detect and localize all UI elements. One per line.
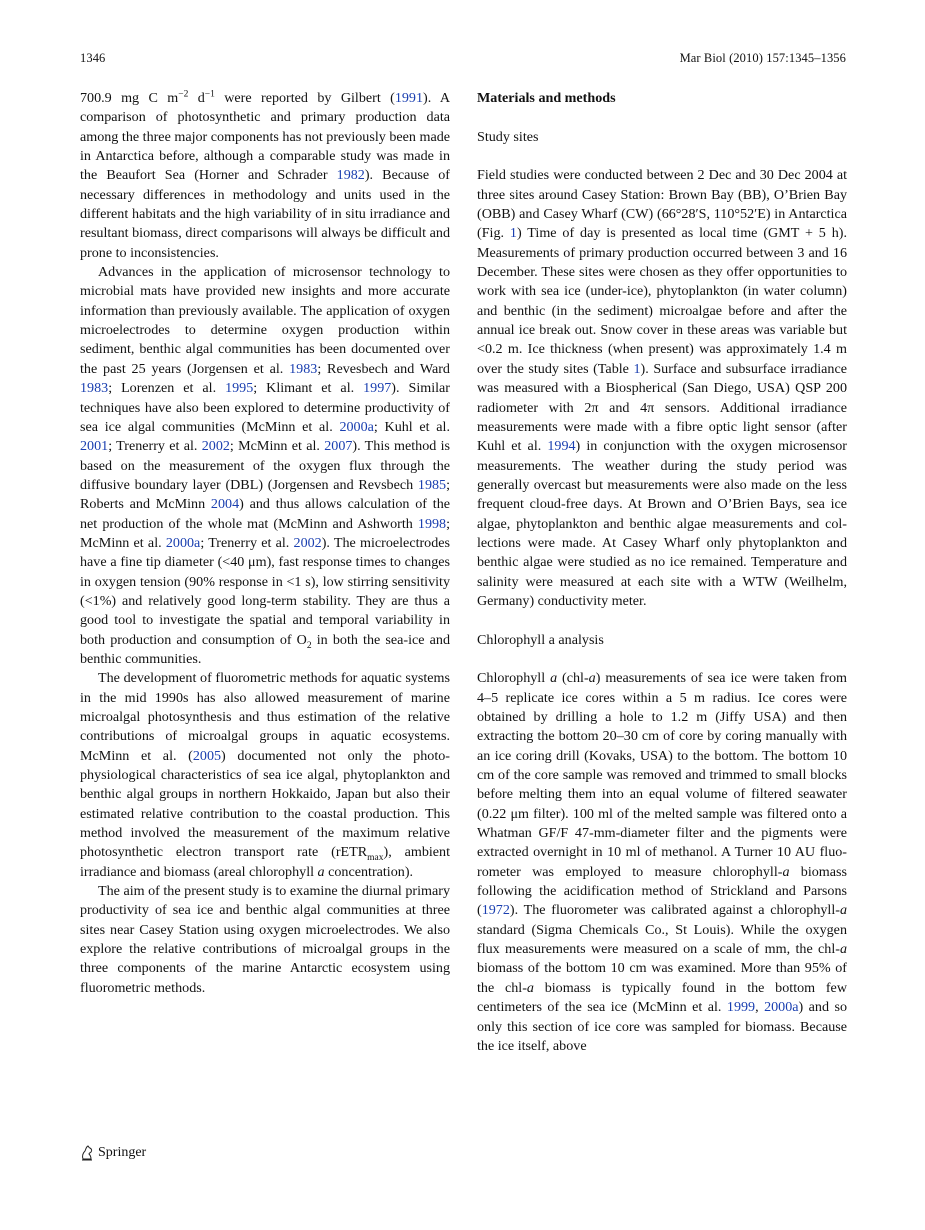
citation-link[interactable]: 2007	[324, 438, 353, 455]
figure-link[interactable]: 1	[509, 225, 517, 242]
citation-link[interactable]: 1972	[481, 902, 510, 919]
paragraph-intro-continued: 700.9 mg C $m^{-2}$ $d^{-1}$ were reported by Gilbert (1991). A comparison of photosynthetic and primary production data among the three major components has not previously been made in Antarctica before, although a comparable study was made in the Beaufort Sea (Horner and Schrader 1982). Because of necessary differences in methodology and units used in the different habitats and the high variability of in situ irradiance and resultant biomass, direct comparisons will always be difficult and prone to inconsistencies.	[80, 89, 450, 261]
left-column	[80, 89, 450, 998]
subsection-heading-chlorophyll: Chlorophyll a analysis	[477, 631, 604, 648]
section-heading-materials-methods: Materials and methods	[477, 90, 616, 106]
citation-link[interactable]: 2004	[210, 496, 240, 513]
citation-link[interactable]: 2000a	[165, 534, 201, 551]
citation-link[interactable]: 2002	[293, 534, 322, 551]
citation-link[interactable]: 1999	[726, 999, 756, 1016]
citation-link[interactable]: 2002	[201, 438, 230, 455]
journal-reference: Mar Biol (2010) 157:1345–1356	[679, 51, 846, 65]
citation-link[interactable]: 1985	[417, 476, 447, 493]
citation-link[interactable]: 1998	[417, 515, 447, 532]
citation-link[interactable]: 2001	[80, 438, 109, 455]
citation-link[interactable]: 2005	[192, 747, 222, 764]
paragraph-chlorophyll: Chlorophyll a (chl-a) measurements of sea ice were taken from 4–5 replicate ice cores within a 5 m radius. Ice cores were obtained by drilling a hole to 1.2 m (Jiffy USA) and then extracting the bottom 20–30 cm of core by coring manually with an ice coring drill (Kovaks, USA) to the bottom. The bottom 10 cm of the core sample was removed and trimmed to small blocks before melting them into an equal volume of filtered seawater (0.22 μm filter). 100 ml of the melted sample was filtered onto a Whatman GF/F 47-mm-diameter filter and the pigments were extracted overnight in 10 ml of methanol. A Turner 10 AU fluorometer was employed to measure chlorophyll-a biomass following the acidification method of Strickland and Parsons (1972). The fluorometer was calibrated against a chlorophyll-a standard (Sigma Chemicals Co., St Louis). While the oxygen flux measurements were measured on a scale of mm, the chl-a biomass of the bottom 10 cm was examined. More than 95% of the chl-a biomass is typically found in the bottom few centimeters of the sea ice (McMinn et al. 1999, 2000a) and so only this section of ice core was sampled for biomass. Because the ice itself, above	[477, 670, 848, 1054]
page-number: 1346	[80, 51, 106, 65]
subsection-heading-study-sites: Study sites	[477, 128, 539, 145]
citation-link[interactable]: 1991	[394, 90, 423, 106]
citation-link[interactable]: 1983	[80, 380, 109, 397]
citation-link[interactable]: 1994	[547, 438, 576, 455]
paragraph-microsensor: Advances in the application of microsensor technology to microbial mats have provided new insights and more accurate information than previously available. The application of oxygen microelectrodes to determine oxygen production within sediment, benthic algal communities has been documented over the past 25 years (Jorgensen et al. 1983; Revesbech and Ward 1983; Lorenzen et al. 1995; Klimant et al. 1997). Similar techniques have also been explored to determine productivity of sea ice algal communities (McMinn et al. 2000a; Kuhl et al. 2001; Trenerry et al. 2002; McMinn et al. 2007). This method is based on the measurement of the oxygen flux through the diffusive boundary layer (DBL) (Jorgensen and Revsbech 1985; Roberts and McMinn 2004) and thus allows calculation of the net production of the whole mat (McMinn and Ashworth 1998; McMinn et al. 2000a; Trenerry et al. 2002). The microelectrodes have a fine tip diameter (<40 μm), fast response times to changes in oxygen tension (90% response in <1 s), low stirring sensitivity (<1%) and relatively good long-term stability. They are thus a good tool to investigate the spatial and temporal variability in both production and consumption of $O_2$ in both the sea-ice and benthic communities.	[80, 264, 451, 667]
springer-horse-icon	[80, 1145, 94, 1161]
publisher-name: Springer	[98, 1145, 147, 1160]
citation-link[interactable]: 1982	[336, 167, 365, 184]
citation-link[interactable]: 1983	[289, 360, 318, 377]
paragraph-aim: The aim of the present study is to examine the diurnal primary productivity of sea ice and benthic algal communities at three sites near Casey Station using oxygen microelectrodes. We also explore the relative contributions of microalgal groups in the three components of the marine Antarctic ecosystem using fluorometric methods.	[80, 883, 450, 996]
citation-link[interactable]: 2000a	[339, 418, 374, 435]
right-column	[477, 89, 847, 1056]
citation-link[interactable]: 1995	[225, 380, 254, 397]
citation-link[interactable]: 2000a	[764, 999, 799, 1016]
publisher-footer	[80, 1145, 146, 1161]
table-link[interactable]: 1	[633, 360, 641, 377]
paragraph-study-sites: Field studies were conducted between 2 Dec and 30 Dec 2004 at three sites around Casey Station: Brown Bay (BB), O’Brien Bay (OBB) and Casey Wharf (CW) (66°28′S, 110°52′E) in Antarctica (Fig. 1) Time of day is presented as local time (GMT + 5 h). Measurements of primary production occurred between 3 and 16 December. These sites were chosen as they offer opportunities to work with sea ice (under-ice), phytoplankton (in water column) and benthic (in the sediment) microalgae before and after the annual ice break out. Snow cover in these areas was variable but <0.2 m. Ice thickness (when present) was approximately 1.4 m over the study sites (Table 1). Surface and subsurface irradiance was measured with a Biospherical (San Diego, USA) QSP 200 radiometer with 2π and 4π sensors. Additional irradiance measurements were made with a fibre optic light sensor (after Kuhl et al. 1994) in conjunction with the oxygen microsensor measurements. The weather during the study period was generally overcast but measurements were also made on the less frequent cloud-free days. At Brown and O’Brien Bays, sea ice algae, phytoplankton and benthic algae measurements and collections were made. At Casey Wharf only phytoplankton and benthic algae were studied as no ice remained. Temperature and salinity were measured at each site with a WTW (Weilhelm, Germany) conductivity meter.	[477, 167, 848, 609]
paragraph-fluorometric: The development of fluorometric methods for aquatic systems in the mid 1990s has also allowed measurement of marine microalgal photosynthesis and thus estimation of the relative contributions of microalgal groups in aquatic ecosystems. McMinn et al. (2005) documented not only the photo-physiological characteristics of sea ice algal, phytoplankton and benthic algal groups in northern Hokkaido, Japan but also their estimated relative contribution to the coastal production. This method involved the measurement of the maximum relative photosynthetic electron transport rate (rETR$_{max}$), ambient irradiance and biomass (areal chlorophyll a concentration).	[80, 670, 450, 880]
citation-link[interactable]: 1997	[363, 380, 392, 397]
